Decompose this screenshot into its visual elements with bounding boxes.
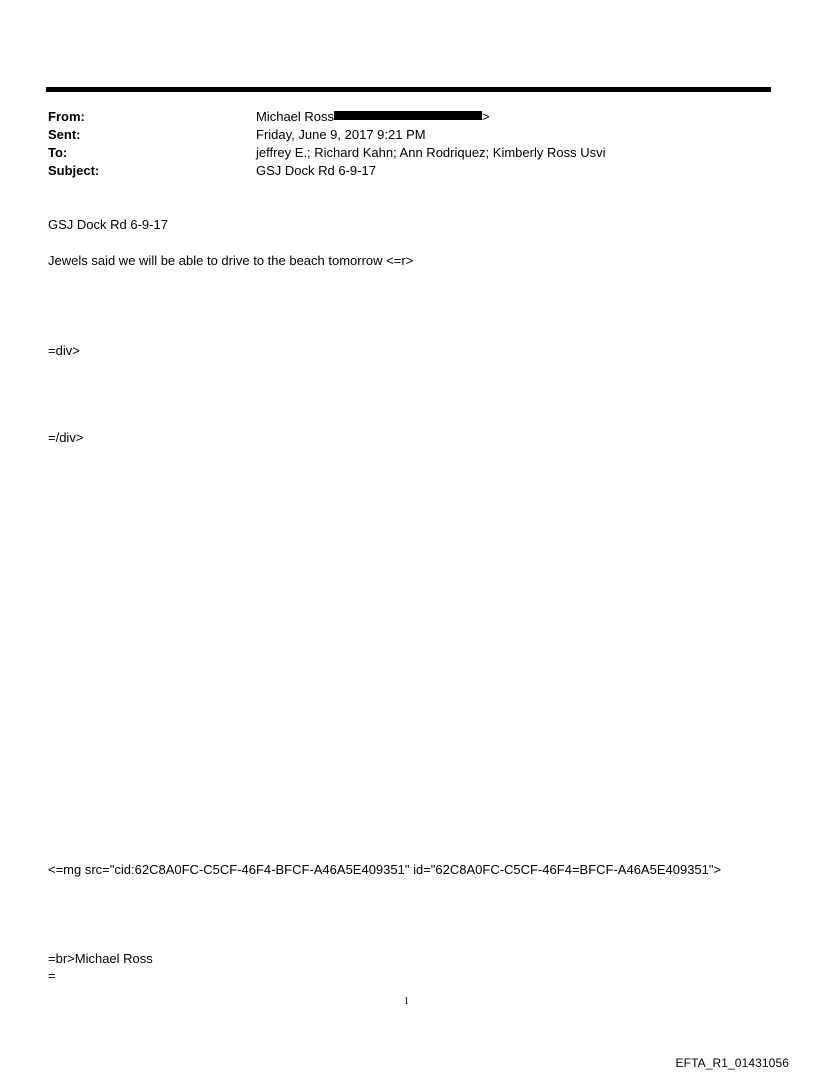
to-label: To: [48, 145, 68, 160]
page-number: 1 [404, 996, 409, 1007]
from-value [256, 109, 490, 125]
bates-number: EFTA_R1_01431056 [675, 1056, 789, 1070]
body-div-close: =/div> [48, 430, 84, 445]
body-subject-line: GSJ Dock Rd 6-9-17 [48, 217, 168, 232]
sent-label: Sent: [48, 127, 81, 142]
header-rule [46, 87, 771, 92]
body-div-open: =div> [48, 343, 80, 358]
subject-label: Subject: [48, 163, 100, 178]
subject-value: GSJ Dock Rd 6-9-17 [256, 163, 376, 178]
body-img-line: <=mg src="cid:62C8A0FC-C5CF-46F4-BFCF-A46A5E409351" id="62C8A0FC-C5CF-46F4=BFCF-A46A5E409351"> [48, 862, 722, 877]
body-signature-line: =br>Michael Ross [48, 951, 153, 966]
from-name: Michael Ross [256, 109, 335, 124]
sent-value: Friday, June 9, 2017 9:21 PM [256, 127, 426, 142]
body-message-line: Jewels said we will be able to drive to the beach tomorrow <=r> [48, 253, 414, 268]
body-equals-line: = [48, 968, 56, 983]
redaction-block [334, 111, 482, 120]
from-label: From: [48, 109, 85, 124]
to-value: jeffrey E.; Richard Kahn; Ann Rodriquez; Kimberly Ross Usvi [256, 145, 606, 160]
from-suffix: > [482, 109, 490, 124]
